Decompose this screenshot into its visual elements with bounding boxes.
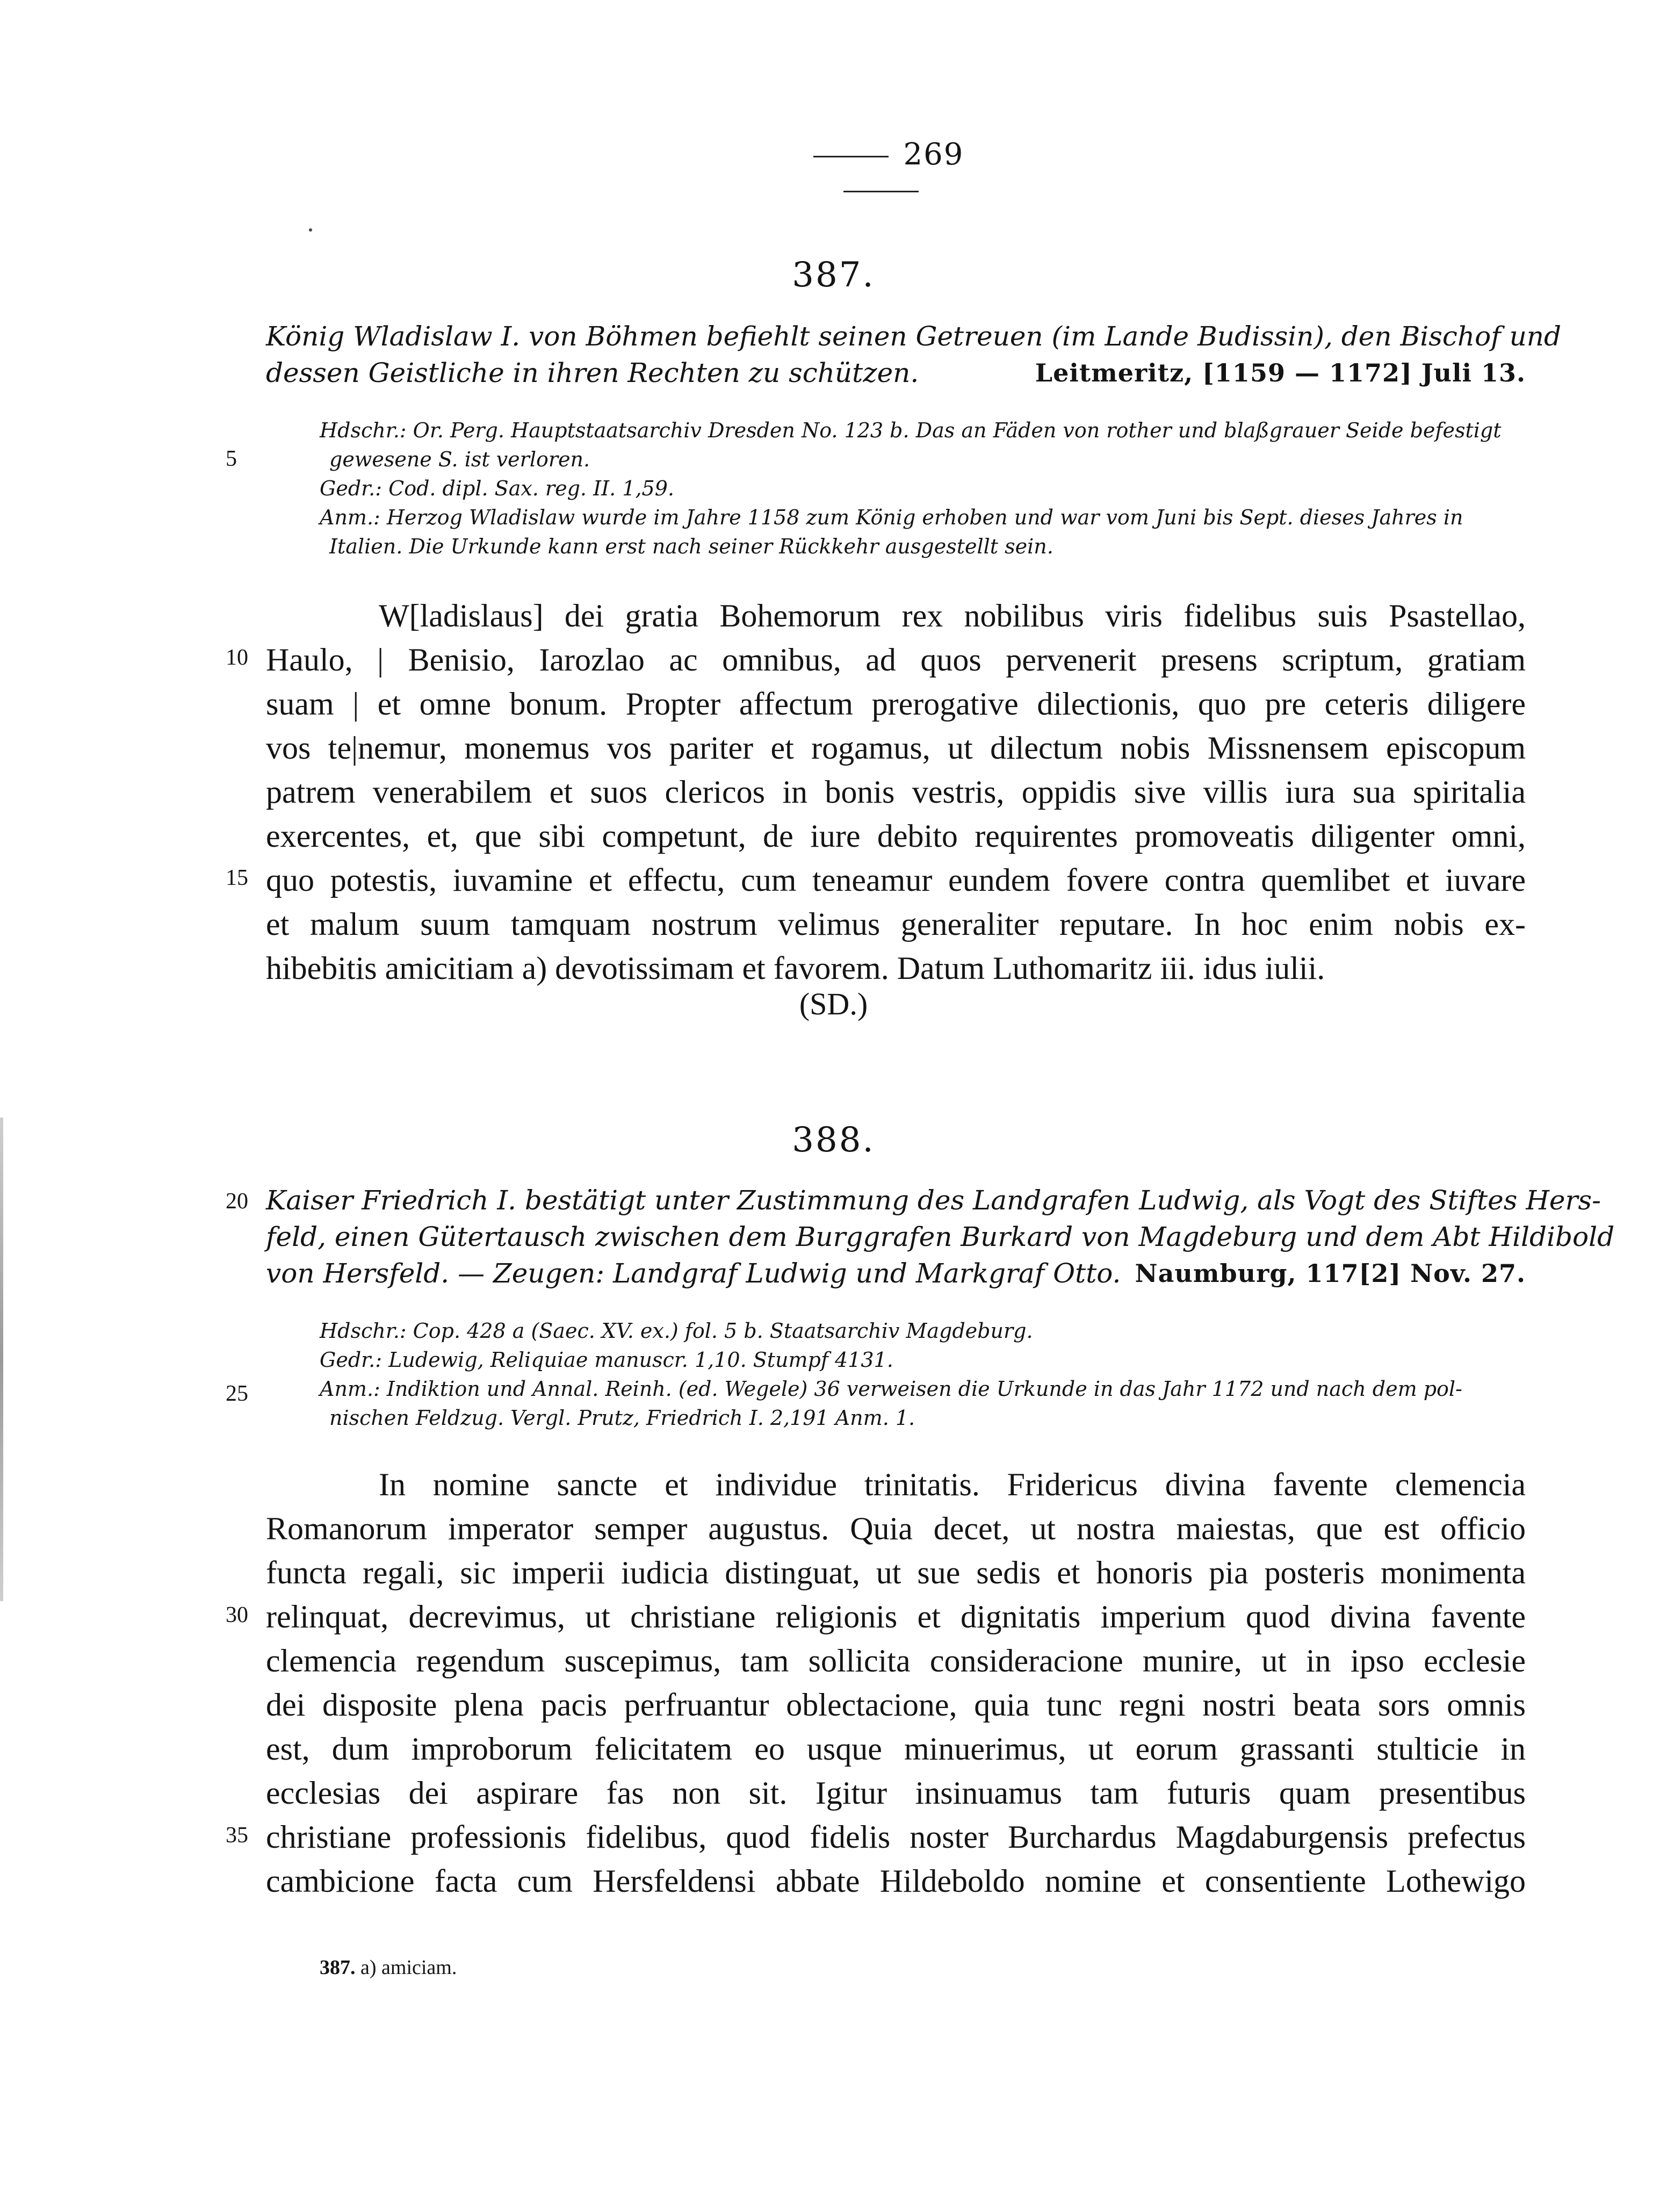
text-line: W[ladislaus] dei gratia Bohemorum rex nobilibus viris fidelibus suis Psastellao,	[379, 598, 1526, 633]
apparatus-line: Gedr.: Ludewig, Reliquiae manuscr. 1,10. Stumpf 4131.	[320, 1348, 893, 1372]
regest-line: von Hersfeld. — Zeugen: Landgraf Ludwig und Markgraf Otto.	[266, 1258, 1121, 1289]
margin-line-number: 10	[226, 645, 248, 670]
footnote-text: a) amiciam.	[360, 1956, 457, 1979]
header-rule-right	[843, 191, 919, 192]
seal-note: (SD.)	[799, 986, 868, 1021]
charter-text	[266, 594, 1526, 990]
margin-line-number: 20	[226, 1189, 248, 1214]
document-number: 388.	[792, 1120, 875, 1160]
text-line: functa regali, sic imperii iudicia distinguat, ut sue sedis et honoris pia posteris monimenta	[266, 1555, 1526, 1590]
margin-line-number: 30	[226, 1603, 248, 1627]
apparatus-line: Italien. Die Urkunde kann erst nach seiner Rückkehr ausgestellt sein.	[329, 535, 1053, 558]
critical-apparatus	[320, 1316, 1526, 1432]
text-line: suam | et omne bonum. Propter affectum prerogative dilectionis, quo pre ceteris diligere	[266, 686, 1526, 722]
margin-line-number: 5	[226, 446, 237, 471]
footnote-ref: 387.	[320, 1956, 356, 1979]
text-line: est, dum improborum felicitatem eo usque minuerimus, ut eorum grassanti stulticie in	[266, 1731, 1526, 1767]
text-line: hibebitis amicitiam a) devotissimam et favorem. Datum Luthomaritz iii. idus iulii.	[266, 950, 1325, 986]
scan-speck	[309, 228, 312, 232]
place-date: Leitmeritz, [1159 — 1172] Juli 13.	[1035, 358, 1526, 387]
text-line: relinquat, decrevimus, ut christiane religionis et dignitatis imperium quod divina favente	[266, 1599, 1526, 1634]
regest-line: König Wladislaw I. von Böhmen befiehlt seinen Getreuen (im Lande Budissin), den Bischof und	[266, 321, 1561, 352]
text-line: In nomine sancte et individue trinitatis. Fridericus divina favente clemencia	[379, 1467, 1526, 1502]
regest-line: dessen Geistliche in ihren Rechten zu schützen.	[266, 357, 919, 388]
text-line: cambicione facta cum Hersfeldensi abbate Hildeboldo nomine et consentiente Lothewigo	[266, 1863, 1526, 1899]
document-regest	[266, 318, 1561, 391]
text-line: Haulo, | Benisio, Iarozlao ac omnibus, ad quos pervenerit presens scriptum, gratiam	[266, 642, 1526, 678]
regest-line-with-date	[266, 1255, 1526, 1292]
margin-line-number: 25	[226, 1381, 248, 1406]
margin-line-number: 15	[226, 866, 248, 890]
page-number: 269	[903, 137, 964, 172]
text-line: Romanorum imperator semper augustus. Quia decet, ut nostra maiestas, que est officio	[266, 1511, 1526, 1546]
apparatus-line: Gedr.: Cod. dipl. Sax. reg. II. 1,59.	[320, 477, 674, 500]
apparatus-line: gewesene S. ist verloren.	[329, 448, 590, 471]
place-date: Naumburg, 117[2] Nov. 27.	[1135, 1259, 1526, 1288]
text-line: dei disposite plena pacis perfruantur oblectacione, quia tunc regni nostri beata sors omnis	[266, 1687, 1526, 1723]
document-number: 387.	[792, 255, 875, 295]
page-header	[747, 137, 1015, 207]
apparatus-line: Hdschr.: Cop. 428 a (Saec. XV. ex.) fol. 5 b. Staatsarchiv Magdeburg.	[320, 1319, 1033, 1343]
text-line: quo potestis, iuvamine et effectu, cum teneamur eundem fovere contra quemlibet et iuvare	[266, 862, 1526, 898]
regest-line: feld, einen Gütertausch zwischen dem Burggrafen Burkard von Magdeburg und dem Abt Hildibold	[266, 1221, 1615, 1252]
charter-text	[266, 1462, 1526, 1903]
footnote	[320, 1956, 457, 1979]
regest-line: Kaiser Friedrich I. bestätigt unter Zustimmung des Landgrafen Ludwig, als Vogt des Stiftes Hers-	[266, 1185, 1601, 1216]
text-line: vos te|nemur, monemus vos pariter et rogamus, ut dilectum nobis Missnensem episcopum	[266, 730, 1526, 766]
apparatus-line: Anm.: Herzog Wladislaw wurde im Jahre 1158 zum König erhoben und war vom Juni bis Sept. dieses Jahres in	[320, 506, 1463, 529]
document-regest	[266, 1182, 1615, 1292]
apparatus-line: Hdschr.: Or. Perg. Hauptstaatsarchiv Dresden No. 123 b. Das an Fäden von rother und blaßgrauer Seide befestigt	[320, 419, 1502, 442]
regest-line-with-date	[266, 355, 1526, 391]
critical-apparatus	[320, 416, 1526, 561]
header-rule-left	[813, 156, 889, 157]
text-line: et malum suum tamquam nostrum velimus generaliter reputare. In hoc enim nobis ex-	[266, 906, 1526, 942]
apparatus-line: nischen Feldzug. Vergl. Prutz, Friedrich I. 2,191 Anm. 1.	[329, 1406, 915, 1430]
text-line: ecclesias dei aspirare fas non sit. Igitur insinuamus tam futuris quam presentibus	[266, 1775, 1526, 1811]
margin-line-number: 35	[226, 1823, 248, 1848]
scan-edge-shadow	[0, 1118, 3, 1601]
text-line: exercentes, et, que sibi competunt, de iure debito requirentes promoveatis diligenter omni,	[266, 818, 1526, 854]
text-line: clemencia regendum suscepimus, tam sollicita consideracione munire, ut in ipso ecclesie	[266, 1643, 1526, 1678]
apparatus-line: Anm.: Indiktion und Annal. Reinh. (ed. Wegele) 36 verweisen die Urkunde in das Jahr 1172 und nach dem pol-	[320, 1377, 1462, 1401]
text-line: christiane professionis fidelibus, quod fidelis noster Burchardus Magdaburgensis prefectus	[266, 1819, 1526, 1855]
text-line: patrem venerabilem et suos clericos in bonis vestris, oppidis sive villis iura sua spiritalia	[266, 774, 1526, 810]
